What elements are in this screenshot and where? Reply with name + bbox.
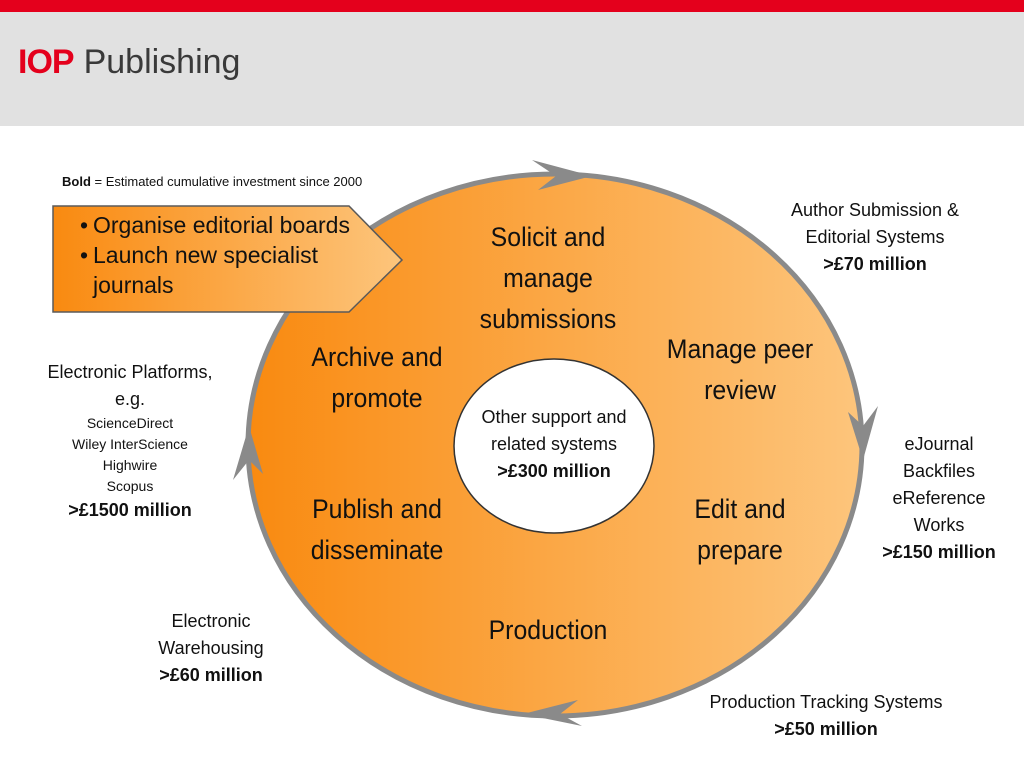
callout-item: • Launch new specialist journals bbox=[80, 240, 343, 300]
stage-edit: Edit and prepare bbox=[694, 494, 786, 565]
warehousing-line-2: Warehousing bbox=[158, 638, 264, 658]
legend-text: = Estimated cumulative investment since 2000 bbox=[90, 174, 363, 189]
ejournal-line-1: eJournal bbox=[904, 434, 974, 454]
investment-production-tracking bbox=[696, 689, 956, 743]
callout-list bbox=[80, 210, 350, 300]
stage-publish: Publish and disseminate bbox=[310, 494, 444, 565]
production-tracking-value: >£50 million bbox=[774, 719, 878, 739]
investment-author-submission bbox=[770, 197, 980, 278]
stage-archive: Archive and promote bbox=[311, 342, 443, 413]
stage-peer-review: Manage peer review bbox=[666, 334, 814, 405]
center-value: >£300 million bbox=[497, 461, 611, 481]
center-line-1: Other support and bbox=[481, 407, 627, 427]
legend-note bbox=[62, 174, 362, 189]
warehousing-value: >£60 million bbox=[159, 665, 263, 685]
platform-item: Scopus bbox=[106, 478, 154, 494]
ejournal-line-4: Works bbox=[913, 515, 965, 535]
center-text bbox=[464, 404, 644, 485]
platform-item: Wiley InterScience bbox=[72, 436, 188, 452]
investment-ejournal bbox=[874, 431, 1004, 566]
legend-bold-word: Bold bbox=[62, 174, 91, 189]
logo-brand: IOP bbox=[18, 43, 74, 81]
stage-solicit: Solicit and manage submissions bbox=[479, 222, 617, 334]
author-submission-line-2: Editorial Systems bbox=[805, 227, 945, 247]
platforms-line-1: Electronic Platforms, bbox=[47, 362, 213, 382]
platform-item: ScienceDirect bbox=[86, 415, 174, 431]
callout-item: • Organise editorial boards bbox=[80, 210, 350, 240]
logo-word: Publishing bbox=[83, 43, 241, 81]
stage-production: Production bbox=[488, 615, 608, 645]
author-submission-value: >£70 million bbox=[823, 254, 927, 274]
investment-warehousing bbox=[136, 608, 286, 689]
platform-item: Highwire bbox=[102, 457, 158, 473]
platforms-value: >£1500 million bbox=[68, 500, 192, 520]
ejournal-value: >£150 million bbox=[882, 542, 996, 562]
production-tracking-line-1: Production Tracking Systems bbox=[709, 692, 943, 712]
platforms-line-2: e.g. bbox=[114, 389, 146, 409]
warehousing-line-1: Electronic bbox=[171, 611, 251, 631]
ejournal-line-3: eReference bbox=[892, 488, 986, 508]
ejournal-line-2: Backfiles bbox=[902, 461, 976, 481]
author-submission-line-1: Author Submission & bbox=[790, 200, 960, 220]
center-line-2: related systems bbox=[490, 434, 618, 454]
investment-platforms bbox=[30, 359, 230, 524]
